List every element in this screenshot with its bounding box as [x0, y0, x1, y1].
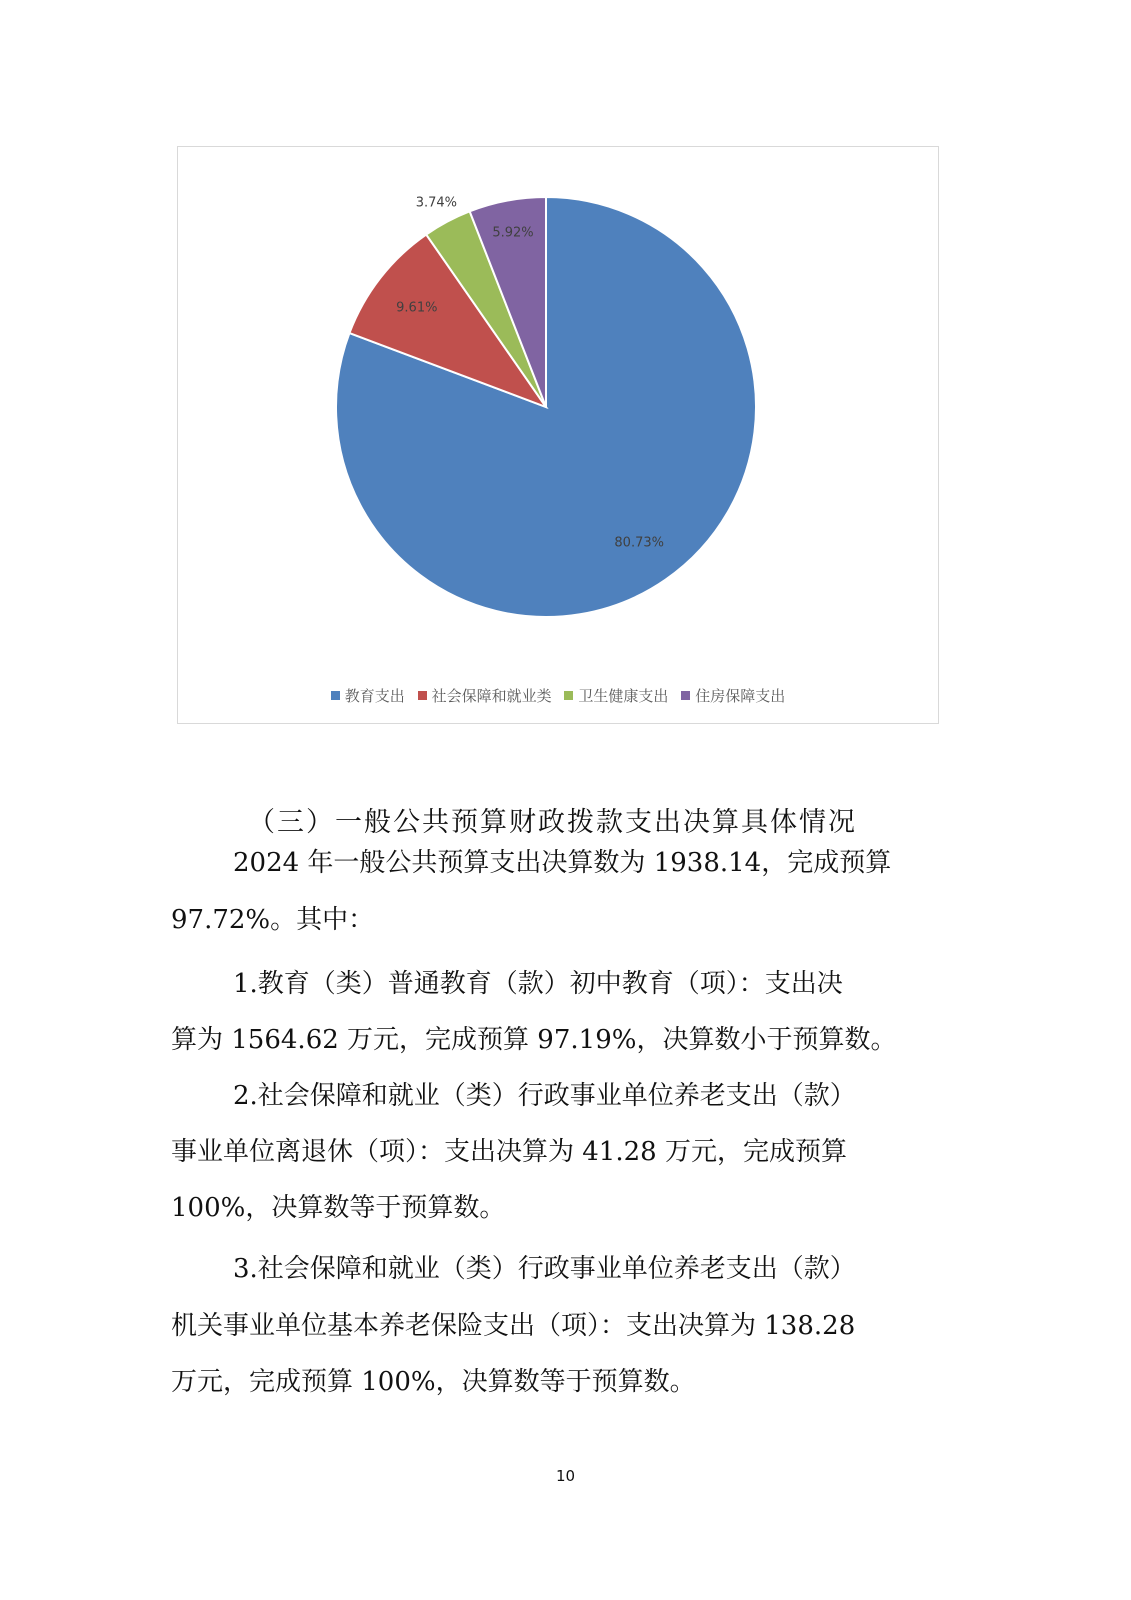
paragraph-line: 万元，完成预算 100%，决算数等于预算数。: [171, 1367, 696, 1397]
paragraph-line: 97.72%。其中：: [171, 905, 375, 935]
section-heading: （三）一般公共预算财政拨款支出决算具体情况: [248, 807, 857, 838]
legend-item-social-security: [418, 685, 552, 706]
legend-label-education: 教育支出: [344, 687, 405, 705]
pie-chart-frame: [177, 146, 939, 724]
paragraph-line: 100%，决算数等于预算数。: [171, 1193, 506, 1223]
pie-chart: [178, 147, 938, 723]
legend-swatch-housing: [681, 691, 690, 700]
data-label-social-security: 9.61%: [396, 300, 438, 316]
paragraph-line: 算为 1564.62 万元，完成预算 97.19%，决算数小于预算数。: [171, 1025, 897, 1055]
legend-item-housing: [681, 685, 785, 706]
legend-swatch-education: [331, 691, 340, 700]
paragraph-line: 1.教育（类）普通教育（款）初中教育（项）：支出决: [233, 969, 843, 999]
legend-label-housing: 住房保障支出: [695, 687, 786, 705]
data-label-housing: 5.92%: [492, 225, 534, 241]
legend-swatch-social-security: [418, 691, 427, 700]
legend-item-health: [564, 685, 668, 706]
page-number: 10: [555, 1467, 576, 1485]
data-label-health: 3.74%: [415, 195, 458, 211]
paragraph-line: 3.社会保障和就业（类）行政事业单位养老支出（款）: [233, 1254, 856, 1284]
legend-item-education: [331, 685, 405, 706]
paragraph-line: 2.社会保障和就业（类）行政事业单位养老支出（款）: [233, 1081, 856, 1111]
data-label-education: 80.73%: [614, 535, 664, 551]
legend-swatch-health: [564, 691, 573, 700]
chart-legend: [178, 685, 938, 706]
legend-label-social-security: 社会保障和就业类: [431, 687, 552, 705]
paragraph-line: 事业单位离退休（项）：支出决算为 41.28 万元，完成预算: [171, 1137, 847, 1167]
legend-label-health: 卫生健康支出: [578, 687, 669, 705]
paragraph-line: 2024 年一般公共预算支出决算数为 1938.14，完成预算: [233, 848, 892, 878]
paragraph-line: 机关事业单位基本养老保险支出（项）：支出决算为 138.28: [171, 1311, 856, 1341]
